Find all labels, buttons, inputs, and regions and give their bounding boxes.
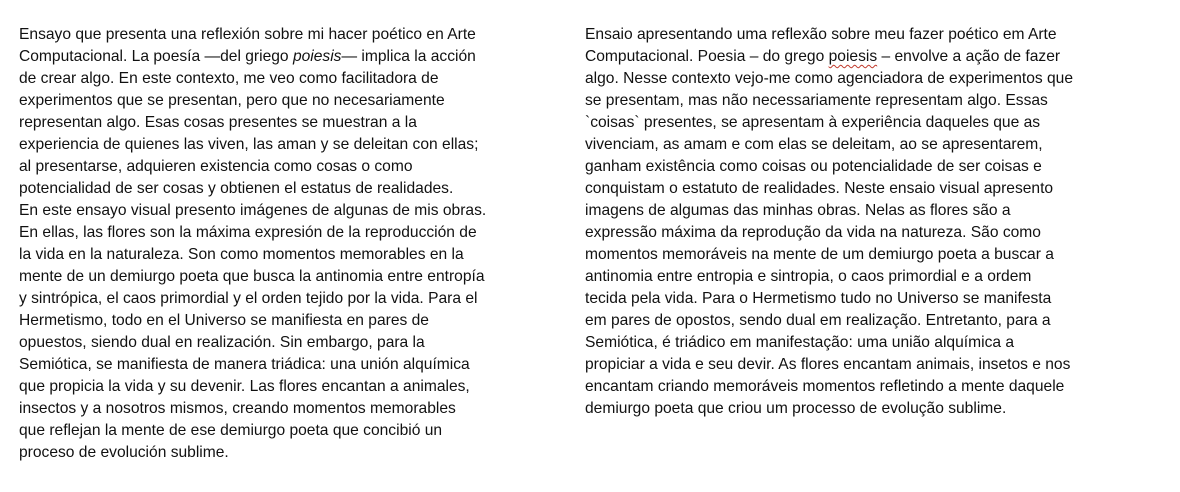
es-line: Semiótica, se manifiesta de manera triádica: una unión alquímica: [19, 356, 470, 373]
text-run: Computacional. La poesía —del griego: [19, 48, 293, 65]
es-line: opuestos, siendo dual en realización. Sin embargo, para la: [19, 334, 425, 351]
pt-line: Ensaio apresentando uma reflexão sobre meu fazer poético em Arte: [585, 26, 1057, 43]
pt-line: momentos memoráveis na mente de um demiurgo poeta a buscar a: [585, 246, 1054, 263]
es-line: que reflejan la mente de ese demiurgo poeta que concibió un: [19, 422, 443, 439]
pt-line: Semiótica, é triádico em manifestação: uma união alquímica a: [585, 334, 1015, 351]
pt-line: em pares de opostos, sendo dual em realização. Entretanto, para a: [585, 312, 1051, 329]
pt-line: demiurgo poeta que criou um processo de evolução sublime.: [585, 400, 1007, 417]
pt-line: ganham existência como coisas ou potencialidade de ser coisas e: [585, 158, 1042, 175]
es-line: proceso de evolución sublime.: [19, 444, 229, 461]
pt-line: encantam criando memoráveis momentos refletindo a mente daquele: [585, 378, 1065, 395]
pt-line: vivenciam, as amam e com elas se deleitam, ao se apresentarem,: [585, 136, 1043, 153]
es-line: insectos y a nosotros mismos, creando momentos memorables: [19, 400, 456, 417]
es-line: representan algo. Esas cosas presentes se muestran a la: [19, 114, 417, 131]
portuguese-text-column: [585, 24, 1145, 420]
es-line: En este ensayo visual presento imágenes de algunas de mis obras.: [19, 202, 487, 219]
es-line: experiencia de quienes las viven, las aman y se deleitan con ellas;: [19, 136, 479, 153]
text-run: – envolve a ação de fazer: [877, 48, 1061, 65]
es-line: de crear algo. En este contexto, me veo como facilitadora de: [19, 70, 439, 87]
pt-line: tecida pela vida. Para o Hermetismo tudo no Universo se manifesta: [585, 290, 1052, 307]
es-line: al presentarse, adquieren existencia como cosas o como: [19, 158, 413, 175]
italic-term-poiesis: poiesis: [292, 48, 342, 65]
pt-line: conquistam o estatuto de realidades. Neste ensaio visual apresento: [585, 180, 1054, 197]
es-line: y sintrópica, el caos primordial y el orden tejido por la vida. Para el: [19, 290, 478, 307]
pt-line: propiciar a vida e seu devir. As flores encantam animais, insetos e nos: [585, 356, 1071, 373]
spellcheck-flagged-word[interactable]: poiesis: [828, 48, 878, 65]
spanish-text-column: [19, 24, 564, 464]
pt-line: algo. Nesse contexto vejo-me como agenciadora de experimentos que: [585, 70, 1074, 87]
es-line: la vida en la naturaleza. Son como momentos memorables en la: [19, 246, 464, 263]
pt-line: [585, 46, 1145, 68]
text-run: Computacional. Poesia – do grego: [585, 48, 829, 65]
es-line: mente de un demiurgo poeta que busca la antinomia entre entropía: [19, 268, 485, 285]
text-run: — implica la acción: [341, 48, 476, 65]
es-line: experimentos que se presentan, pero que no necesariamente: [19, 92, 445, 109]
pt-line: `coisas` presentes, se apresentam à experiência daqueles que as: [585, 114, 1041, 131]
es-line: En ellas, las flores son la máxima expresión de la reproducción de: [19, 224, 477, 241]
pt-line: antinomia entre entropia e sintropia, o caos primordial e a ordem: [585, 268, 1032, 285]
es-line: potencialidad de ser cosas y obtienen el estatus de realidades.: [19, 180, 454, 197]
es-line: Hermetismo, todo en el Universo se manifiesta en pares de: [19, 312, 429, 329]
pt-line: imagens de algumas das minhas obras. Nelas as flores são a: [585, 202, 1011, 219]
pt-line: expressão máxima da reprodução da vida na natureza. São como: [585, 224, 1041, 241]
es-line: Ensayo que presenta una reflexión sobre mi hacer poético en Arte: [19, 26, 476, 43]
es-line: [19, 46, 564, 68]
pt-line: se presentam, mas não necessariamente representam algo. Essas: [585, 92, 1048, 109]
es-line: que propicia la vida y su devenir. Las flores encantan a animales,: [19, 378, 470, 395]
